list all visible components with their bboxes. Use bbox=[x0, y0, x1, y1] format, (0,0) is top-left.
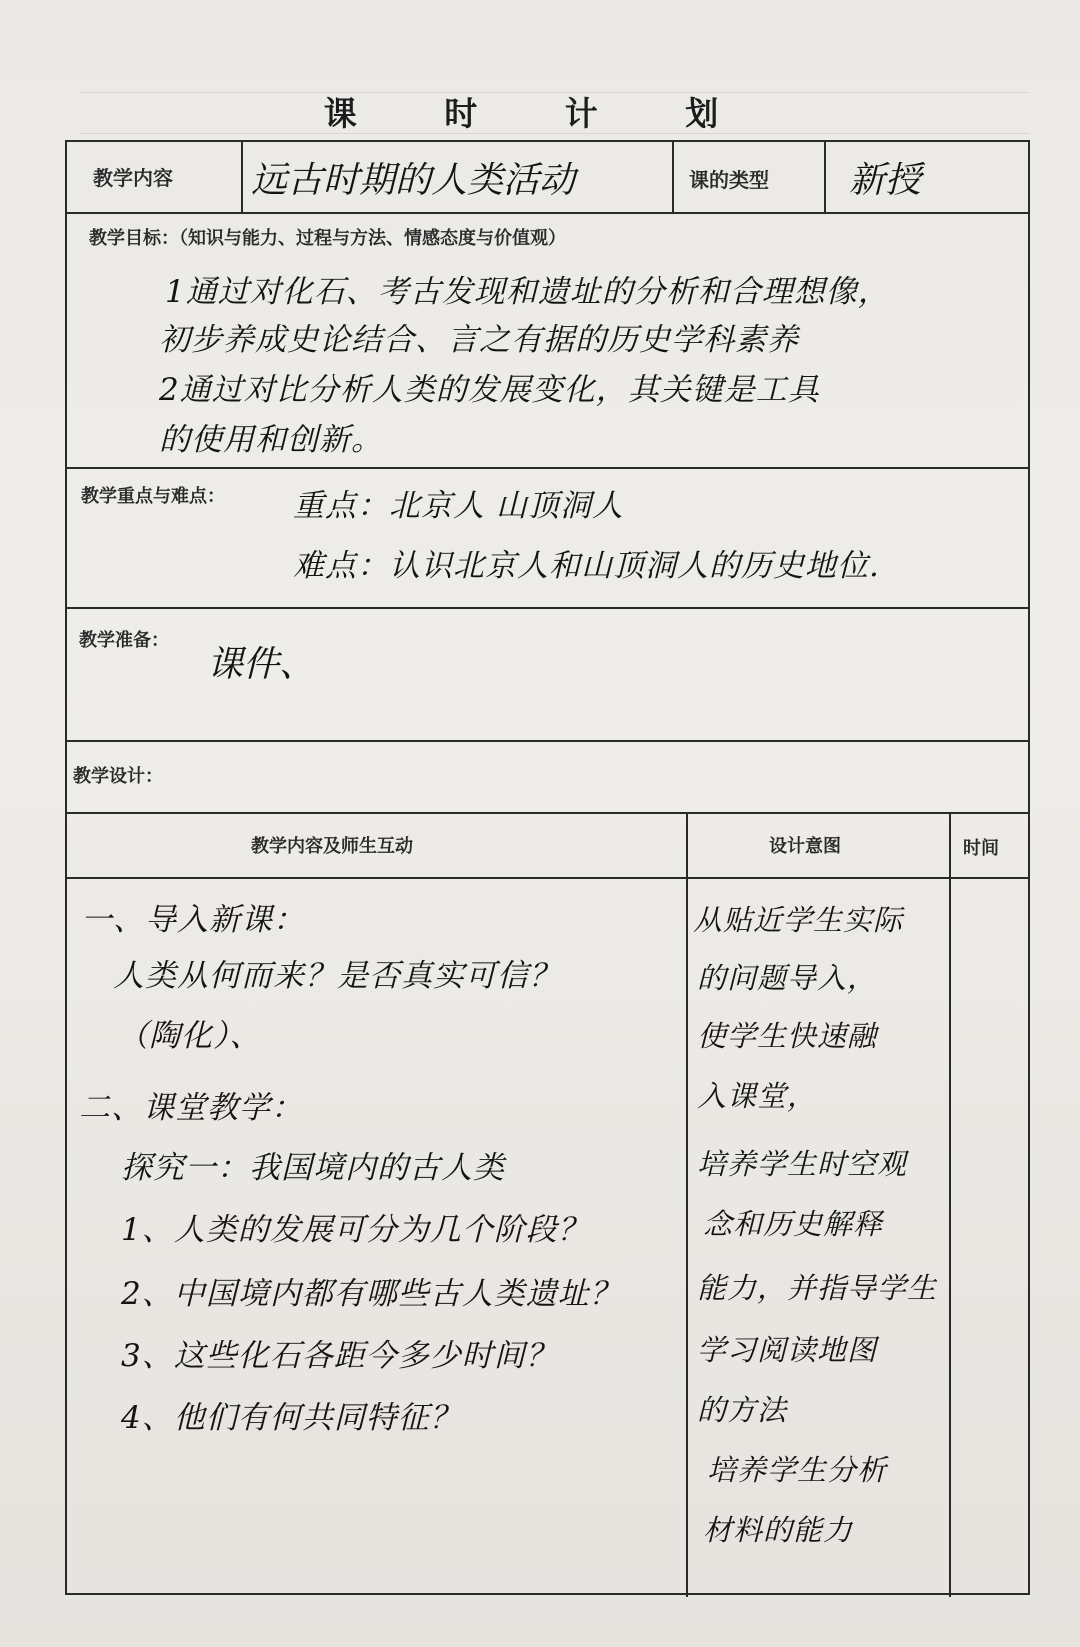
col-divider bbox=[672, 142, 674, 212]
difficulty-point: 难点：认识北京人和山顶洞人的历史地位. bbox=[293, 548, 880, 584]
column-header-content: 教学内容及师生互动 bbox=[251, 836, 413, 857]
content-line: 人类从何而来？是否真实可信？ bbox=[113, 958, 561, 994]
intent-line: 材料的能力 bbox=[703, 1513, 854, 1547]
intent-line: 培养学生分析 bbox=[707, 1453, 888, 1487]
row-divider bbox=[67, 812, 1028, 814]
content-line: （陶化）、 bbox=[117, 1018, 262, 1054]
key-points-label: 教学重点与难点： bbox=[81, 486, 225, 507]
column-header-intent: 设计意图 bbox=[769, 836, 841, 857]
type-label: 课的类型 bbox=[689, 168, 769, 192]
content-value: 远古时期的人类活动 bbox=[251, 160, 576, 201]
content-line: 3、这些化石各距今多少时间？ bbox=[121, 1338, 558, 1374]
content-line: 探究一：我国境内的古人类 bbox=[121, 1150, 505, 1186]
type-value: 新授 bbox=[849, 160, 922, 201]
intent-line: 能力，并指导学生 bbox=[697, 1271, 938, 1305]
row-divider bbox=[67, 467, 1028, 469]
page-title: 课 时 计 划 bbox=[323, 94, 757, 133]
lesson-plan-table bbox=[65, 140, 1030, 1595]
key-point: 重点：北京人 山顶洞人 bbox=[293, 488, 624, 524]
content-line: 4、他们有何共同特征？ bbox=[121, 1400, 462, 1436]
content-line: 1、人类的发展可分为几个阶段？ bbox=[121, 1212, 590, 1248]
intent-line: 使学生快速融 bbox=[697, 1019, 878, 1053]
intent-line: 培养学生时空观 bbox=[697, 1147, 908, 1181]
objective-line: 的使用和创新。 bbox=[159, 422, 383, 458]
preparation-label: 教学准备： bbox=[79, 630, 169, 651]
col-divider bbox=[949, 812, 951, 1597]
row-divider bbox=[67, 607, 1028, 609]
col-divider bbox=[241, 142, 243, 212]
content-label: 教学内容 bbox=[93, 166, 173, 190]
intent-line: 的方法 bbox=[697, 1393, 788, 1427]
objective-line: 1通过对化石、考古发现和遗址的分析和合理想像， bbox=[165, 274, 890, 310]
intent-line: 入课堂， bbox=[697, 1079, 818, 1113]
col-divider bbox=[824, 142, 826, 212]
row-divider bbox=[67, 212, 1028, 214]
intent-line: 从贴近学生实际 bbox=[693, 903, 904, 937]
intent-line: 的问题导入， bbox=[697, 961, 878, 995]
design-label: 教学设计： bbox=[73, 766, 163, 787]
intent-line: 学习阅读地图 bbox=[697, 1333, 878, 1367]
col-divider bbox=[686, 812, 688, 1597]
row-divider bbox=[67, 877, 1028, 879]
preparation-value: 课件、 bbox=[207, 644, 316, 685]
column-header-time: 时间 bbox=[963, 838, 999, 859]
intent-line: 念和历史解释 bbox=[703, 1207, 884, 1241]
objectives-label: 教学目标：（知识与能力、过程与方法、情感态度与价值观） bbox=[89, 228, 566, 249]
content-line: 二、课堂教学： bbox=[79, 1090, 303, 1126]
objective-line: 2通过对比分析人类的发展变化，其关键是工具 bbox=[159, 372, 820, 408]
objective-line: 初步养成史论结合、言之有据的历史学科素养 bbox=[159, 322, 799, 358]
content-line: 2、中国境内都有哪些古人类遗址？ bbox=[121, 1276, 622, 1312]
row-divider bbox=[67, 740, 1028, 742]
content-line: 一、导入新课： bbox=[81, 902, 305, 938]
